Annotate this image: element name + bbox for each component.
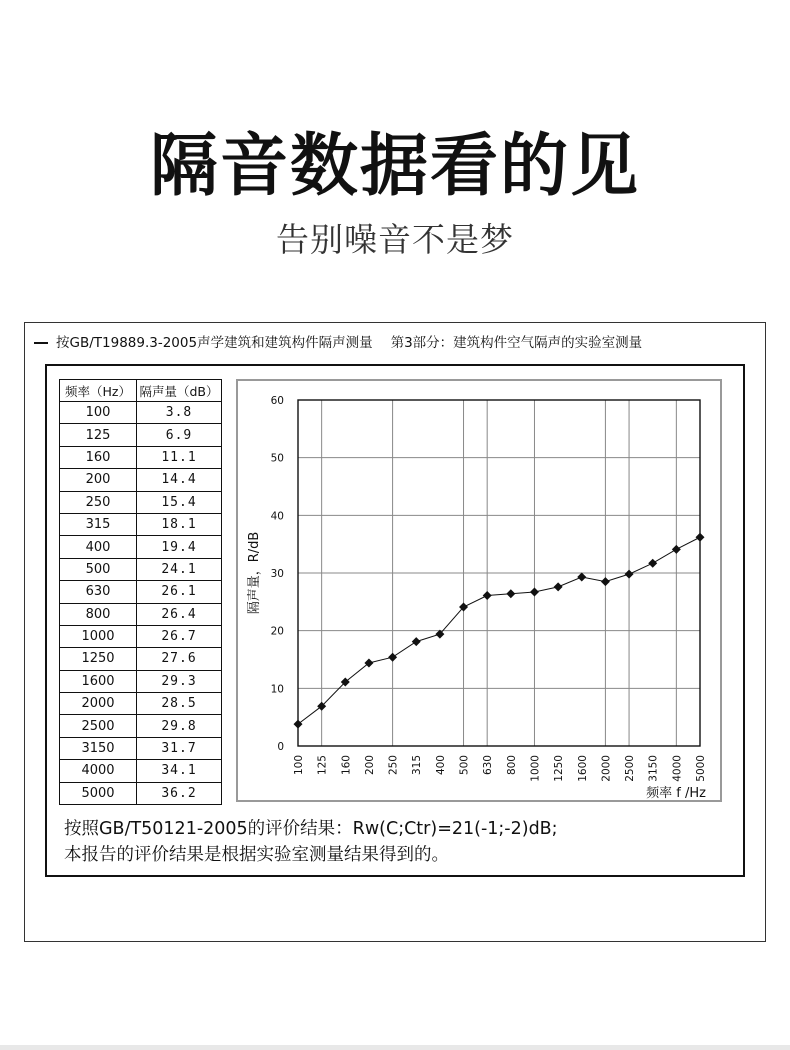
table-row: [60, 558, 222, 580]
data-point: [625, 570, 634, 579]
data-point: [412, 637, 421, 646]
report-header: [34, 331, 642, 351]
data-point: [696, 533, 705, 542]
table-row: [60, 402, 222, 424]
table-row: [60, 625, 222, 647]
frequency-cell: 1250: [60, 648, 137, 670]
data-point: [672, 545, 681, 554]
y-tick-label: 40: [270, 510, 284, 523]
table-body: [60, 402, 222, 805]
x-tick-label: 100: [293, 755, 305, 776]
insulation-cell: 26.1: [137, 581, 222, 603]
y-axis-label: 隔声量，R/dB: [247, 531, 262, 615]
table-row: [60, 760, 222, 782]
insulation-cell: 14.4: [137, 469, 222, 491]
insulation-cell: 26.7: [137, 625, 222, 647]
table-row: [60, 782, 222, 804]
insulation-cell: 29.8: [137, 715, 222, 737]
x-tick-label: 315: [411, 755, 424, 776]
table-row: [60, 603, 222, 625]
table-row: [60, 424, 222, 446]
insulation-cell: 15.4: [137, 491, 222, 513]
x-tick-label: 4000: [671, 755, 684, 782]
table-row: [60, 536, 222, 558]
page-title: 隔音数据看的见: [149, 127, 640, 206]
frequency-cell: 1000: [60, 625, 137, 647]
insulation-cell: 26.4: [137, 603, 222, 625]
frequency-cell: 200: [60, 469, 137, 491]
part-line: 第3部分：建筑构件空气隔声的实验室测量: [390, 335, 643, 351]
data-point: [294, 720, 303, 729]
table-row: [60, 469, 222, 491]
data-point: [601, 577, 610, 586]
table-row: [60, 648, 222, 670]
x-tick-label: 400: [434, 755, 447, 776]
frequency-table: [59, 379, 222, 805]
insulation-cell: 36.2: [137, 782, 222, 804]
table-row: [60, 693, 222, 715]
result-line-2: 本报告的评价结果是根据实验室测量结果得到的。: [64, 845, 449, 865]
x-tick-label: 630: [482, 755, 495, 776]
x-tick-label: 125: [316, 755, 329, 776]
frequency-cell: 400: [60, 536, 137, 558]
frequency-cell: 1600: [60, 670, 137, 692]
frequency-cell: 2000: [60, 693, 137, 715]
data-point: [648, 559, 657, 568]
frequency-cell: 2500: [60, 715, 137, 737]
frequency-cell: 5000: [60, 782, 137, 804]
frequency-cell: 315: [60, 513, 137, 535]
data-point: [577, 573, 586, 582]
table-header-row: [60, 380, 222, 402]
x-tick-label: 160: [340, 755, 353, 776]
x-tick-label: 2000: [600, 755, 613, 782]
insulation-cell: 24.1: [137, 558, 222, 580]
bottom-divider: [0, 1045, 790, 1050]
x-tick-label: 1250: [553, 755, 566, 782]
insulation-cell: 27.6: [137, 648, 222, 670]
frequency-cell: 3150: [60, 737, 137, 759]
result-text: [64, 816, 558, 868]
y-tick-label: 10: [270, 683, 284, 696]
insulation-cell: 11.1: [137, 446, 222, 468]
table-row: [60, 737, 222, 759]
frequency-cell: 630: [60, 581, 137, 603]
insulation-cell: 28.5: [137, 693, 222, 715]
y-tick-label: 60: [270, 395, 284, 407]
x-tick-label: 1000: [529, 755, 542, 782]
frequency-cell: 160: [60, 446, 137, 468]
y-tick-label: 0: [277, 741, 284, 753]
insulation-cell: 6.9: [137, 424, 222, 446]
data-point: [483, 591, 492, 600]
x-tick-label: 200: [363, 755, 376, 776]
insulation-cell: 34.1: [137, 760, 222, 782]
frequency-cell: 100: [60, 402, 137, 424]
page-subtitle: 告别噪音不是梦: [276, 220, 514, 259]
table-row: [60, 715, 222, 737]
frequency-cell: 500: [60, 558, 137, 580]
frequency-cell: 4000: [60, 760, 137, 782]
insulation-cell: 3.8: [137, 402, 222, 424]
column-header-insulation: 隔声量（dB）: [137, 380, 222, 402]
insulation-cell: 19.4: [137, 536, 222, 558]
frequency-cell: 125: [60, 424, 137, 446]
x-tick-label: 1600: [576, 755, 589, 782]
y-tick-label: 50: [270, 452, 284, 465]
x-tick-label: 2500: [624, 755, 637, 782]
insulation-cell: 31.7: [137, 737, 222, 759]
frequency-cell: 800: [60, 603, 137, 625]
frequency-cell: 250: [60, 491, 137, 513]
x-axis-label: 频率 f /Hz: [646, 786, 706, 801]
standard-line: 按GB/T19889.3-2005声学建筑和建筑构件隔声测量: [56, 335, 373, 351]
insulation-cell: 18.1: [137, 513, 222, 535]
table-row: [60, 491, 222, 513]
data-point: [506, 589, 515, 598]
dash-icon: [34, 342, 48, 344]
x-tick-label: 250: [387, 755, 400, 776]
table-row: [60, 513, 222, 535]
result-line-1: 按照GB/T50121-2005的评价结果：Rw(C;Ctr)=21(-1;-2)dB;: [64, 819, 558, 839]
data-point: [530, 588, 539, 597]
sound-insulation-chart: [236, 379, 722, 802]
insulation-cell: 29.3: [137, 670, 222, 692]
x-tick-label: 500: [458, 755, 471, 776]
table-row: [60, 446, 222, 468]
table-row: [60, 670, 222, 692]
y-tick-label: 20: [270, 625, 284, 638]
y-tick-label: 30: [270, 568, 284, 580]
x-tick-label: 3150: [647, 755, 660, 782]
x-tick-label: 800: [505, 755, 518, 776]
data-point: [388, 653, 397, 662]
column-header-frequency: 频率（Hz）: [60, 380, 137, 402]
data-point: [554, 582, 563, 591]
table-row: [60, 581, 222, 603]
x-tick-label: 5000: [695, 755, 707, 782]
